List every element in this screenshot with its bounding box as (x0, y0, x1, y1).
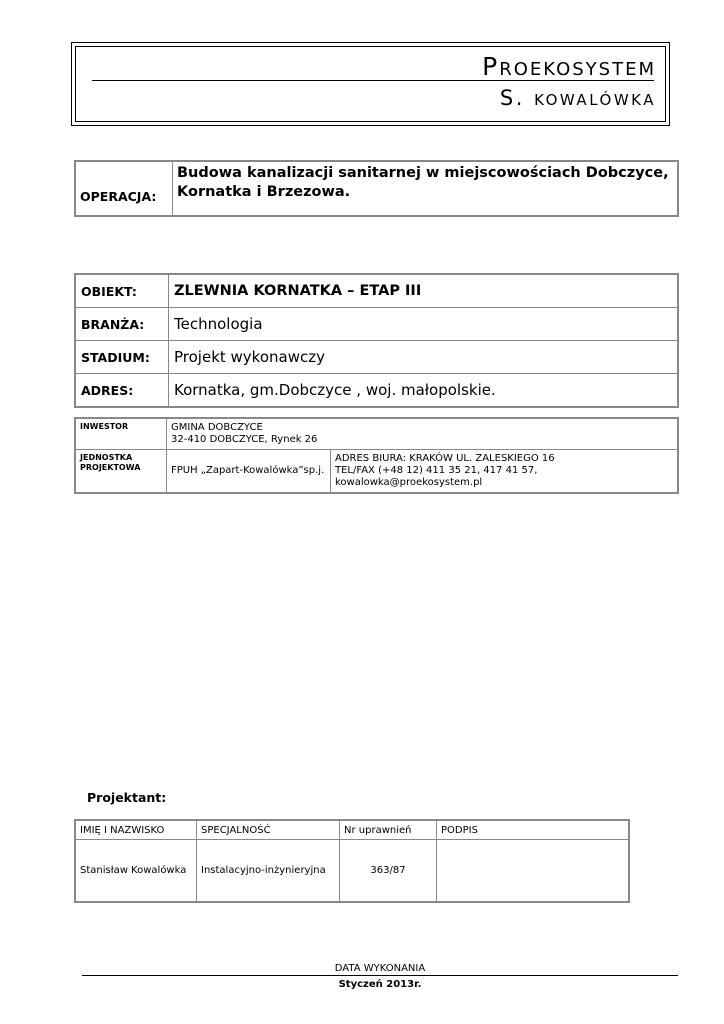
designer-row (75, 840, 629, 903)
investor-label: INWESTOR (75, 418, 167, 450)
col-signature-header: PODPIS (437, 820, 630, 840)
branch-value: Technologia (169, 308, 679, 341)
investor-value (167, 418, 679, 450)
branch-row (75, 308, 678, 341)
company-name: Proekosystem (482, 52, 656, 81)
office-phone: TEL/FAX (+48 12) 411 35 21, 417 41 57, (335, 465, 538, 476)
company-subtitle: S. kowalówka (499, 86, 656, 110)
design-unit-label (75, 450, 167, 494)
design-unit-name: FPUH „Zapart-Kowalówka”sp.j. (167, 450, 331, 494)
stage-value: Projekt wykonawczy (169, 341, 679, 374)
completion-date: Styczeń 2013r. (338, 979, 422, 990)
office-address: ADRES BIURA: KRAKÓW UL. ZALESKIEGO 16 (335, 453, 555, 464)
header-rule (92, 80, 654, 81)
address-label: ADRES: (75, 374, 169, 408)
col-license-header: Nr uprawnień (340, 820, 437, 840)
designer-name: Stanisław Kowalówka (75, 840, 197, 903)
investor-name: GMINA DOBCZYCE (171, 422, 263, 433)
designer-specialty: Instalacyjno-inżynieryjna (197, 840, 340, 903)
address-value: Kornatka, gm.Dobczyce , woj. małopolskie. (169, 374, 679, 408)
stage-row (75, 341, 678, 374)
col-name-header: IMIĘ I NAZWISKO (75, 820, 197, 840)
investor-address: 32-410 DOBCZYCE, Rynek 26 (171, 434, 318, 445)
address-row (75, 374, 678, 408)
object-table (74, 273, 679, 408)
stage-label: STADIUM: (75, 341, 169, 374)
designer-table (74, 819, 630, 903)
office-email: kowalowka@proekosystem.pl (335, 477, 483, 488)
completion-date-label: DATA WYKONANIA (334, 963, 426, 974)
design-unit-label-line1: JEDNOSTKA (80, 453, 133, 462)
design-unit-label-line2: PROJEKTOWA (80, 463, 141, 472)
designer-license: 363/87 (340, 840, 437, 903)
operation-label: OPERACJA: (75, 161, 173, 216)
designer-header-row (75, 820, 629, 840)
branch-label: BRANŻA: (75, 308, 169, 341)
object-value: ZLEWNIA KORNATKA – ETAP III (169, 274, 679, 308)
operation-table (74, 160, 679, 217)
object-row (75, 274, 678, 308)
design-unit-address (331, 450, 679, 494)
designer-heading: Projektant: (87, 790, 167, 805)
col-specialty-header: SPECJALNOŚĆ (197, 820, 340, 840)
designer-signature (437, 840, 630, 903)
object-label: OBIEKT: (75, 274, 169, 308)
investor-table (74, 417, 679, 494)
footer-rule (82, 975, 678, 976)
operation-value: Budowa kanalizacji sanitarnej w miejscowościach Dobczyce, Kornatka i Brzezowa. (173, 161, 679, 216)
